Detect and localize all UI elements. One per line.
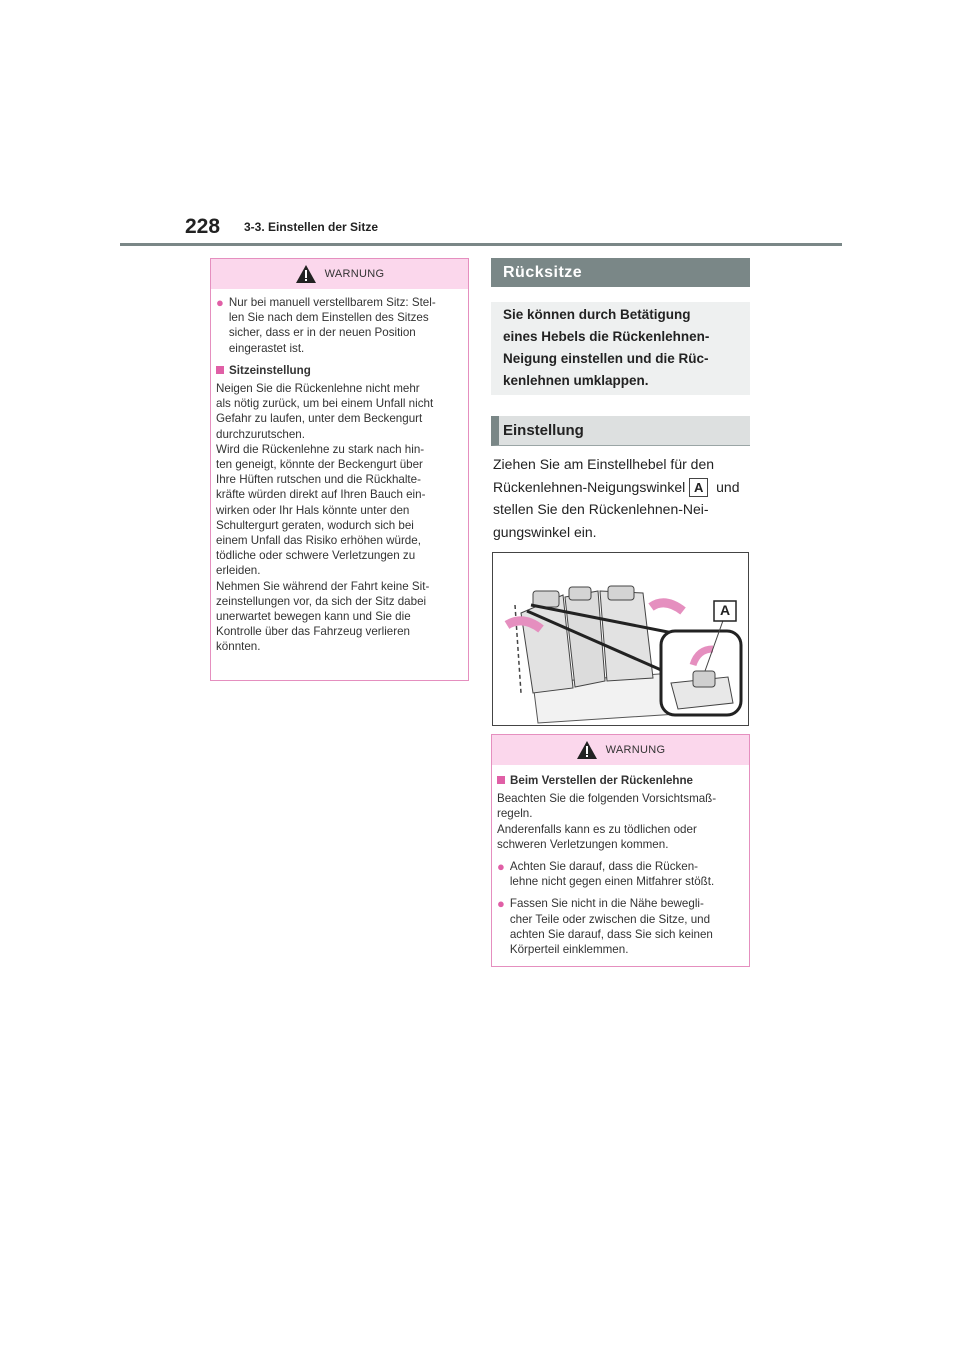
label-a-box: A — [689, 478, 708, 497]
seat-drawing — [493, 553, 749, 726]
bullet-square-icon — [216, 366, 224, 374]
warning-title: WARNUNG — [605, 744, 666, 756]
bullet-text: Nur bei manuell verstellbarem Sitz: Stel- len Sie nach dem Einstellen des Sitzes sicher, dass er in der neuen Position eingerastet ist. — [228, 296, 436, 355]
warning-bullet — [497, 859, 743, 889]
warning-paragraph: Beachten Sie die folgenden Vorsichtsmaß- regeln. Anderenfalls kann es zu tödlichen oder schweren Verletzungen kommen. — [497, 792, 717, 851]
bullet-text: Fassen Sie nicht in die Nähe bewegli- cher Teile oder zwischen die Sitze, und achten Sie darauf, dass Sie sich keinen Körperteil einklemmen. — [509, 897, 713, 957]
arrow-recline-right-icon — [651, 603, 683, 611]
subhead-text: Sitzeinstellung — [229, 363, 311, 377]
warning-bullet — [216, 295, 462, 356]
warning-subhead — [497, 773, 743, 788]
body-text-after: und stellen Sie den Rückenlehnen-Nei- gungswinkel ein. — [493, 478, 740, 540]
bullet-circle-icon: ● — [497, 859, 505, 875]
body-text — [493, 453, 755, 543]
bullet-text: Achten Sie darauf, dass die Rücken- lehne nicht gegen einen Mitfahrer stößt. — [509, 860, 715, 889]
section-bar-ruecksitze: Rücksitze — [491, 258, 750, 287]
bullet-circle-icon: ● — [216, 295, 224, 310]
warning-bullet — [497, 896, 743, 957]
warning-box-left — [210, 258, 469, 681]
seatback-right — [600, 591, 653, 681]
warning-header — [211, 259, 468, 289]
header-rule — [120, 243, 842, 246]
warning-header — [492, 735, 749, 765]
warning-title: WARNUNG — [324, 268, 385, 280]
subsection-bar-einstellung: Einstellung — [491, 416, 750, 446]
warning-subhead — [216, 363, 462, 378]
page-number: 228 — [185, 215, 221, 238]
bullet-square-icon — [497, 776, 505, 784]
section-title: 3-3. Einstellen der Sitze — [244, 220, 379, 234]
callout-a: A — [720, 602, 731, 618]
warning-triangle-icon — [576, 740, 598, 760]
intro-box — [491, 302, 750, 395]
seatback-left — [521, 595, 573, 693]
subhead-text: Beim Verstellen der Rückenlehne — [510, 774, 693, 787]
warning-paragraph: Neigen Sie die Rückenlehne nicht mehr als nötig zurück, um bei einem Unfall nicht Gefahr zu laufen, unter dem Beckengurt durchzurutschen. Wird die Rückenlehne zu stark nach hin- ten geneigt, könnte der Beckengurt über Ihre Hüften rutschen und die Rückhalte- kräfte würden direkt auf Ihren Bauch ein- wirken oder Ihr Hals könnte unter den Schultergurt geraten, wodurch sich bei einem Unfall das Risiko erhöhen würde, tödliche oder schwere Verletzungen zu erleiden. Nehmen Sie während der Fahrt keine Sit- zeinstellungen vor, da sich der Sitz dabei unerwartet bewegen kann und Sie die Kontrolle über das Fahrzeug verlieren könnten. — [216, 382, 434, 654]
warning-triangle-icon — [295, 264, 317, 284]
warning-box-right — [491, 734, 750, 967]
bullet-circle-icon: ● — [497, 896, 505, 912]
intro-text: Sie können durch Betätigung eines Hebels die Rückenlehnen- Neigung einstellen und die Rüc- kenlehnen umklappen. — [503, 307, 710, 388]
body-text-before: Ziehen Sie am Einstellhebel für den Rückenlehnen-Neigungswinkel — [493, 456, 715, 495]
seat-illustration — [492, 552, 749, 726]
